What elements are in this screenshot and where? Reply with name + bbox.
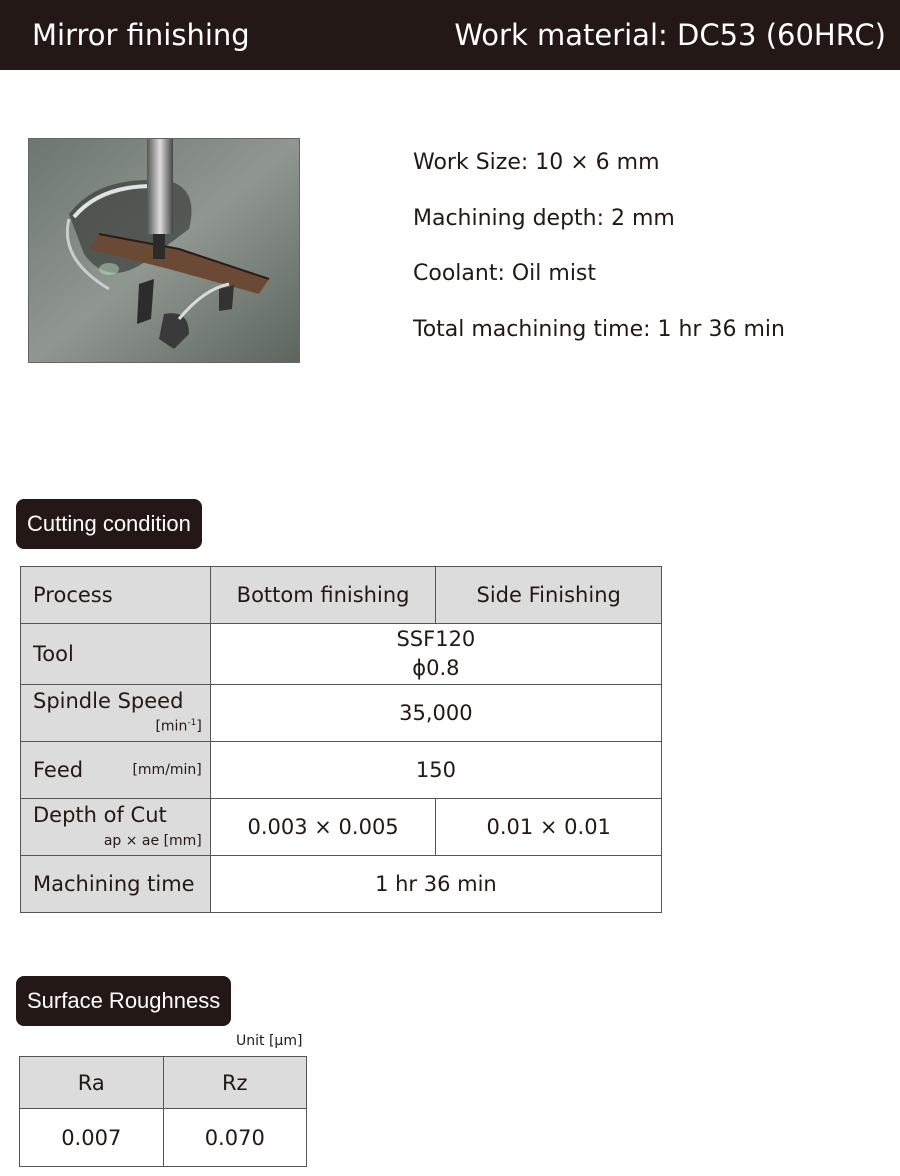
spec-coolant: Coolant: Oil mist [413,261,597,286]
rz-value: 0.070 [163,1109,307,1167]
table-row [21,856,662,913]
table-row [21,685,662,742]
process-header: Process [21,567,211,624]
roughness-unit: Unit [μm] [236,1033,303,1049]
spec-work-size: Work Size: 10 × 6 mm [413,150,660,175]
table-row [21,742,662,799]
tool-name: SSF120 [396,627,476,651]
feed-unit: [mm/min] [132,762,202,778]
ra-header: Ra [20,1057,164,1109]
table-row [20,1057,307,1109]
header-bar [0,0,900,70]
depth-side-value: 0.01 × 0.01 [436,799,662,856]
spindle-speed-label: Spindle Speed $[\min^{-1}]$ [21,685,211,742]
work-material: Work material: DC53 (60HRC) [454,18,886,52]
workpiece-photo [28,138,300,363]
depth-of-cut-label: Depth of Cut ap × ae [mm] [21,799,211,856]
spindle-speed-unit: $[\min^{-1}]$ [155,718,202,735]
spec-machining-depth: Machining depth: 2 mm [413,205,675,231]
machining-time-label: Machining time [21,856,211,913]
ra-value: 0.007 [20,1109,164,1167]
rz-header: Rz [163,1057,307,1109]
spindle-speed-value: 35,000 [210,685,661,742]
cutting-condition-badge: Cutting condition [16,499,202,549]
table-row [21,799,662,856]
spec-list [413,150,785,372]
surface-roughness-table [19,1056,307,1167]
page-title: Mirror finishing [32,18,250,52]
spec-total-time: Total machining time: 1 hr 36 min [413,316,785,342]
cutting-condition-table [20,566,662,913]
side-finishing-header: Side Finishing [436,567,662,624]
tool-label: Tool [21,624,211,685]
bottom-finishing-header: Bottom finishing [210,567,436,624]
feed-label: Feed [mm/min] [21,742,211,799]
depth-of-cut-unit: ap × ae [mm] [103,833,202,849]
table-row [20,1109,307,1167]
machining-time-value: 1 hr 36 min [210,856,661,913]
surface-roughness-badge: Surface Roughness [16,976,231,1026]
depth-bottom-value: 0.003 × 0.005 [210,799,436,856]
table-row [21,624,662,685]
table-row [21,567,662,624]
tool-diameter: ϕ0.8 [412,656,460,680]
tool-value [210,624,661,685]
feed-value: 150 [210,742,661,799]
